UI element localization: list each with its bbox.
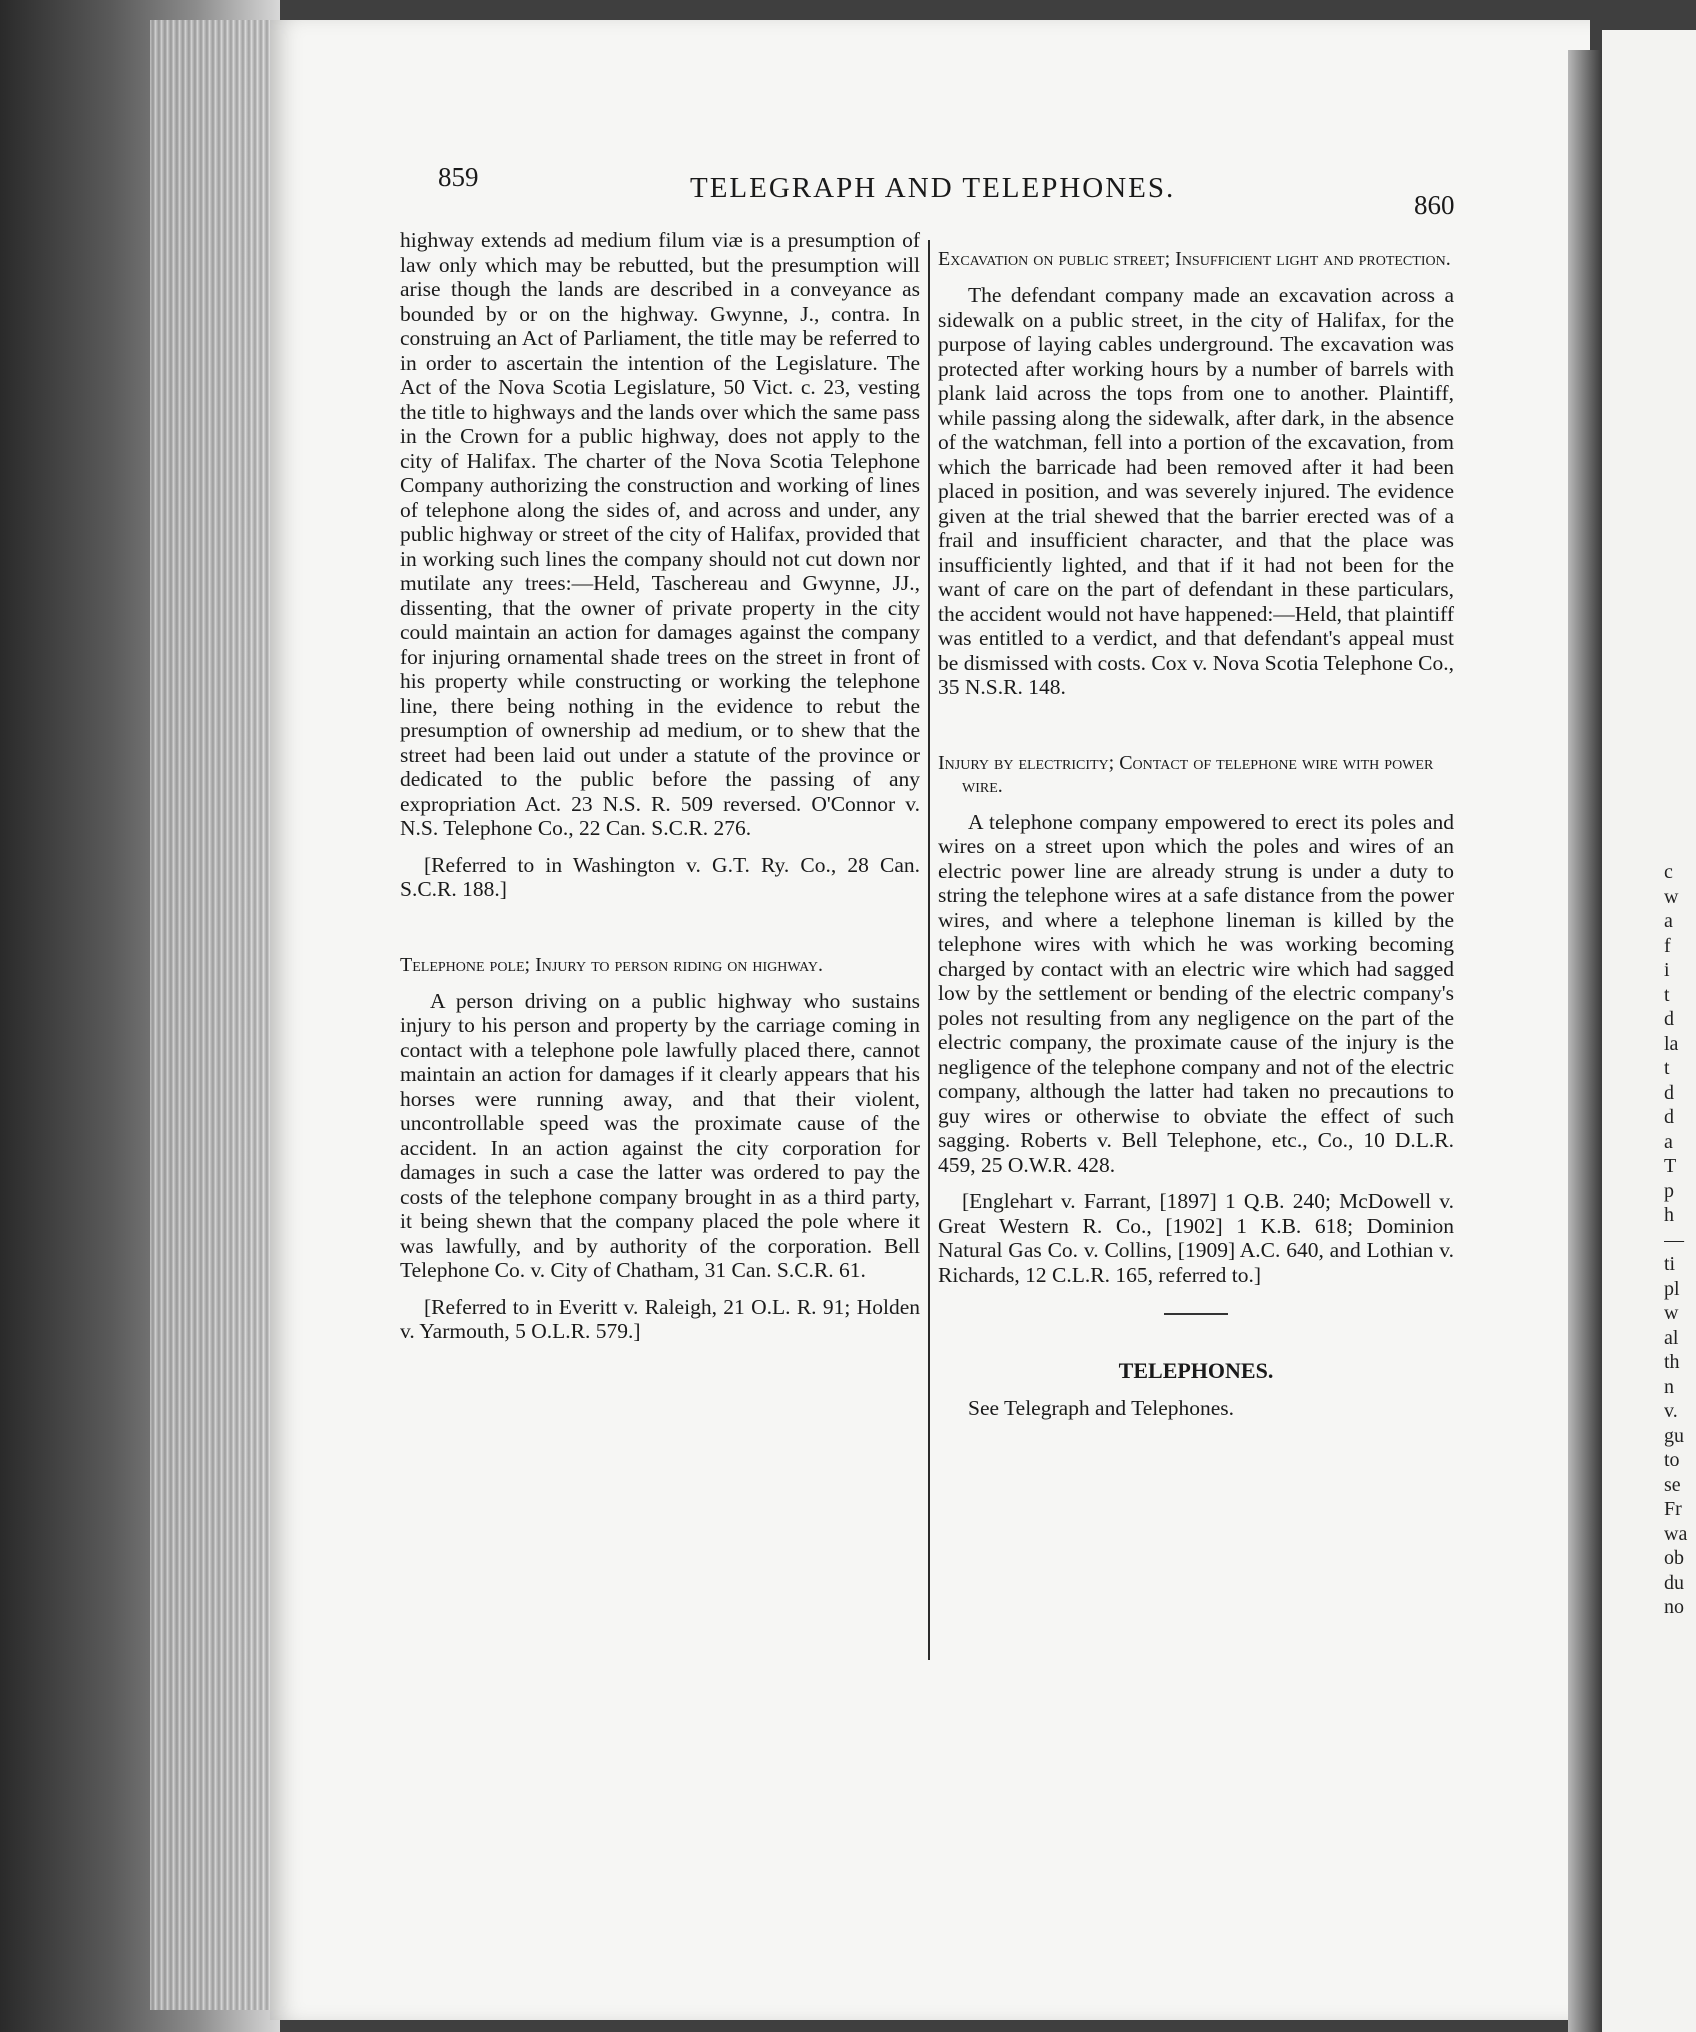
left-reference-2: [Referred to in Everitt v. Raleigh, 21 O.L. R. 91; Holden v. Yarmouth, 5 O.L.R. 579.] bbox=[400, 1294, 920, 1343]
fragment-line: w bbox=[1664, 1302, 1679, 1324]
fragment-line: ti bbox=[1664, 1253, 1676, 1275]
fragment-line: c bbox=[1664, 861, 1673, 883]
fragment-line: no bbox=[1664, 1596, 1684, 1618]
fragment-line: — bbox=[1664, 1228, 1684, 1251]
next-page-text-fragments bbox=[1664, 860, 1696, 1620]
left-reference-1: [Referred to in Washington v. G.T. Ry. Co., 28 Can. S.C.R. 188.] bbox=[400, 852, 920, 901]
section-rule bbox=[1164, 1313, 1228, 1315]
fragment-line: t bbox=[1664, 983, 1670, 1006]
left-paragraph-2: A person driving on a public highway who sustains injury to his person and property by the carriage coming in contact with a telephone pole lawfully placed there, cannot maintain an action for damages if it clearly appears that his horses were running away, and that their violent, uncontrollable speed was the proximate cause of the accident. In an action against the city corporation for damages in such a case the latter was ordered to pay the costs of the telephone company brought in as a third party, it being shewn that the company placed the pole where it was lawfully, and by authority of the corporation. Bell Telephone Co. v. City of Chatham, 31 Can. S.C.R. 61. bbox=[400, 988, 920, 1282]
fragment-line: Fr bbox=[1664, 1498, 1682, 1520]
left-paragraph-1: highway extends ad medium filum viæ is a presumption of law only which may be rebutted, but the presumption will arise though the lands are described in a conveyance as bounded by or on the highway. Gwynne, J., contra. In construing an Act of Parliament, the title may be referred to in order to ascertain the intention of the Legislature. The Act of the Nova Scotia Legislature, 50 Vict. c. 23, vesting the title to highways and the lands over which the same pass in the Crown for a public highway, does not apply to the city of Halifax. The charter of the Nova Scotia Telephone Company authorizing the construction and working of lines of telephone along the sides of, and across and under, any public highway or street of the city of Halifax, provided that in working such lines the company should not cut down nor mutilate any trees:—Held, Taschereau and Gwynne, JJ., dissenting, that the owner of private property in the city could maintain an action for damages against the company for injuring ornamental shade trees on the street in front of his property while constructing or working the telephone line, there being nothing in the evidence to rebut the presumption of ownership ad medium, or to shew that the street had been laid out under a statute of the province or dedicated to the public before the passing of any expropriation Act. 23 N.S. R. 509 reversed. O'Connor v. N.S. Telephone Co., 22 Can. S.C.R. 276. bbox=[400, 228, 920, 840]
left-page-number: 859 bbox=[438, 162, 479, 192]
fragment-line: i bbox=[1664, 959, 1670, 981]
fragment-line: T bbox=[1664, 1155, 1677, 1177]
column-divider bbox=[928, 240, 930, 1660]
page-gutter-shadow bbox=[1568, 50, 1602, 2032]
book-pages-stack bbox=[150, 20, 280, 2010]
fragment-line: v. bbox=[1664, 1400, 1678, 1422]
right-paragraph-1: The defendant company made an excavation across a sidewalk on a public street, in the city of Halifax, for the purpose of laying cables underground. The excavation was protected after working hours by a number of barrels with plank laid across the tops from one to another. Plaintiff, while passing along the sidewalk, after dark, in the absence of the watchman, fell into a portion of the excavation, from which the barricade had been removed after it had been placed in position, and was severely injured. The evidence given at the trial shewed that the barrier erected was of a frail and insufficient character, and that the place was insufficiently lighted, and that if it had not been for the want of care on the part of defendant in these particulars, the accident would not have happened:—Held, that plaintiff was entitled to a verdict, and that defendant's appeal must be dismissed with costs. Cox v. Nova Scotia Telephone Co., 35 N.S.R. 148. bbox=[938, 283, 1454, 699]
fragment-line: se bbox=[1664, 1473, 1681, 1496]
fragment-line: n bbox=[1664, 1375, 1674, 1398]
fragment-line: du bbox=[1664, 1571, 1684, 1594]
right-reference: [Englehart v. Farrant, [1897] 1 Q.B. 240; McDowell v. Great Western R. Co., [1902] 1 K.B. 618; Dominion Natural Gas Co. v. Collins, [1909] A.C. 640, and Lothian v. Richards, 12 C.L.R. 165, referred to.] bbox=[938, 1189, 1454, 1287]
telephones-heading: TELEPHONES. bbox=[1118, 1358, 1274, 1383]
fragment-line: d bbox=[1664, 1106, 1674, 1128]
fragment-line: pl bbox=[1664, 1277, 1680, 1300]
fragment-line: gu bbox=[1664, 1424, 1684, 1447]
fragment-line: d bbox=[1664, 1008, 1674, 1030]
fragment-line: f bbox=[1664, 934, 1671, 957]
left-section-heading: Telephone pole; Injury to person riding on highway. bbox=[400, 953, 823, 976]
fragment-line: th bbox=[1664, 1351, 1680, 1373]
right-column bbox=[938, 248, 1454, 1432]
fragment-line: p bbox=[1664, 1179, 1674, 1202]
fragment-line: d bbox=[1664, 1081, 1674, 1104]
right-section-heading-2: Injury by electricity; Contact of telephone wire with power wire. bbox=[938, 751, 1434, 797]
fragment-line: to bbox=[1664, 1449, 1680, 1471]
running-title: TELEGRAPH AND TELEPHONES. bbox=[690, 172, 1176, 204]
fragment-line: ob bbox=[1664, 1547, 1684, 1569]
right-page-number: 860 bbox=[1414, 190, 1455, 220]
fragment-line: wa bbox=[1664, 1522, 1688, 1545]
fragment-line: al bbox=[1664, 1326, 1679, 1349]
see-also-note: See Telegraph and Telephones. bbox=[968, 1395, 1235, 1420]
fragment-line: a bbox=[1664, 1130, 1673, 1153]
fragment-line: t bbox=[1664, 1057, 1670, 1079]
fragment-line: w bbox=[1664, 885, 1679, 908]
fragment-line: a bbox=[1664, 910, 1673, 932]
fragment-line: h bbox=[1664, 1204, 1674, 1226]
left-column bbox=[400, 228, 920, 1356]
right-section-heading-1: Excavation on public street; Insufficient light and protection. bbox=[938, 248, 1451, 270]
right-paragraph-2: A telephone company empowered to erect its poles and wires on a street upon which the poles and wires of an electric power line are already strung is under a duty to string the telephone wires at a safe distance from the power wires, and where a telephone lineman is killed by the telephone wires with which he was working becoming charged by contact with an electric wire which had sagged low by the settlement or bending of the electric company's poles not resulting from any negligence on the part of the electric company, the proximate cause of the injury is the negligence of the telephone company and not of the electric company, although the latter had taken no precautions to guy wires or otherwise to obviate the effect of such sagging. Roberts v. Bell Telephone, etc., Co., 10 D.L.R. 459, 25 O.W.R. 428. bbox=[938, 809, 1454, 1177]
fragment-line: la bbox=[1664, 1032, 1679, 1055]
